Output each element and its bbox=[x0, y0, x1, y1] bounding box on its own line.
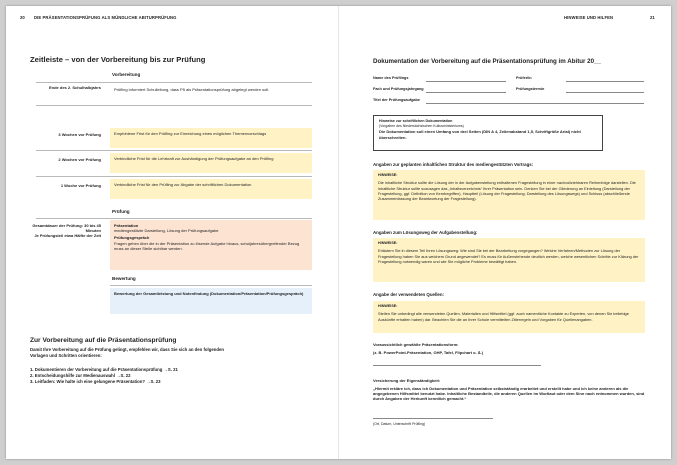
field-name-label: Name des Prüflings bbox=[373, 76, 409, 80]
separator bbox=[36, 105, 312, 106]
row-label-4: 1 Woche vor Prüfung bbox=[60, 183, 101, 188]
note-text: Die Dokumentation soll einen Umfang von drei Seiten (DIN A 4, Zeilenabstand 1,5, Schriftgröße Arial) nicht überschreiten. bbox=[379, 129, 581, 140]
exam-box bbox=[110, 220, 312, 270]
row-label-2: 3 Wochen vor Prüfung bbox=[58, 132, 101, 137]
field-name-line[interactable] bbox=[426, 81, 506, 82]
right-page-number: 21 bbox=[650, 15, 655, 20]
exam-part2-text: Fragen gehen über die in der Präsentation zu lösende Aufgabe hinaus, schuljahresübergreifender Bezug muss an dieser Stelle sichtbar werden. bbox=[114, 240, 300, 251]
solution-hint-box bbox=[373, 238, 645, 282]
note-source: (Vorgaben des Niedersächsischen Kultusministeriums) bbox=[379, 124, 464, 129]
media-title: Voraussichtlich gewählte Präsentationsform: bbox=[373, 342, 459, 347]
declaration-text: „Hiermit erkläre ich, dass ich Dokumentation und Präsentation selbstständig erarbeitet und erstellt habe und ich keine anderen als die angegebenen Hilfsmittel benutzt habe. Inhaltliche Bestandteile, die anderen Quellen im Wortlaut oder dem Sinn nach entnommen wurden, sind durch Angaben der Herkunft kenntlich gemacht.“ bbox=[373, 386, 645, 402]
prep-item-2: 2. Entscheidungshilfe zur Medienauswahl →S. 22 bbox=[30, 373, 131, 378]
field-date-line[interactable] bbox=[566, 92, 644, 93]
solution-title: Angaben zum Lösungsweg der Aufgabenstellung: bbox=[373, 230, 478, 235]
structure-hint-head: HINWEISE: bbox=[378, 173, 398, 177]
sources-hint-box bbox=[373, 301, 645, 333]
note-title: Hinweise zur schriftlichen Dokumentation bbox=[379, 119, 453, 123]
row-text-3: Verbindliche Frist für die Lehrkraft zur Aushändigung der Prüfungsaufgabe an den Prüfling bbox=[110, 153, 312, 173]
solution-hint-head: HINWEISE: bbox=[378, 241, 398, 245]
left-running-title: DIE PRÄSENTATIONSPRÜFUNG ALS MÜNDLICHE ABITURPRÜFUNG bbox=[34, 15, 177, 20]
separator bbox=[36, 150, 312, 151]
left-page-number: 20 bbox=[20, 15, 25, 20]
row-text-2: Empfohlene Frist für den Prüfling zur Einreichung eines möglichen Themenvorschlags bbox=[110, 128, 312, 148]
media-text: (z. B. PowerPoint-Präsentation, OHP, Tafel, Flipchart o. Ä.) bbox=[373, 350, 484, 355]
sources-title: Angabe der verwendeten Quellen: bbox=[373, 292, 444, 297]
documentation-note bbox=[373, 115, 603, 151]
prep-title: Zur Vorbereitung auf die Präsentationsprüfung bbox=[30, 337, 177, 344]
sources-hint-head: HINWEISE: bbox=[378, 304, 398, 308]
field-topic-label: Titel der Prüfungsaufgabe bbox=[373, 98, 420, 102]
exam-duration-label: Gesamtdauer der Prüfung: 30 bis 45 Minuten Je Prüfungsteil etwa Hälfte der Zeit bbox=[32, 223, 101, 238]
solution-hint: Erläutern Sie in diesem Teil Ihren Lösungsweg: Wie sind Sie bei der Bearbeitung vorgegangen? Welche Verfahren/Methoden zur Lösung der Fragestellung haben Sie aus welchem Grund angewendet? Es muss für Außenstehende deutlich werden, welche wesentlichen Schritte zur Klärung der Fragestellung notwendig waren und wie Sie mögliche Probleme bewältigt haben. bbox=[378, 248, 639, 264]
doc-title: Dokumentation der Vorbereitung auf die Präsentationsprüfung im Abitur 20__ bbox=[373, 58, 601, 65]
declaration-title: Versicherung der Eigenständigkeit: bbox=[373, 378, 441, 383]
field-examiner-line[interactable] bbox=[566, 81, 644, 82]
row-label-1: Ende des 2. Schulhalbjahrs bbox=[48, 85, 101, 90]
section-preparation: Vorbereitung bbox=[112, 72, 141, 77]
exam-part2-title: Prüfungsgespräch bbox=[114, 235, 150, 241]
sources-hint: Stellen Sie unbedingt alle verwendeten Quellen, Materialien und Hilfsmittel (ggf. auch namentliche Kontakte zu Experten, von denen Sie beliebige Auskünfte erhalten haben) dar. Beachten Sie die an Ihrer Schule vermittelten Zitierregeln und Vorgaben für Quellenangaben. bbox=[378, 311, 629, 322]
row-text-4: Verbindliche Frist für den Prüfling zur Abgabe der schriftlichen Dokumentation bbox=[110, 179, 312, 199]
row-label-3: 2 Wochen vor Prüfung bbox=[58, 157, 101, 162]
page-gutter bbox=[338, 6, 339, 459]
timeline-title: Zeitleiste – von der Vorbereitung bis zur Prüfung bbox=[30, 55, 206, 64]
row-text-1: Prüfling informiert Schulleitung, dass P5 als Präsentationsprüfung abgelegt werden soll. bbox=[114, 87, 270, 92]
signature-label: (Ort, Datum, Unterschrift Prüfling) bbox=[373, 422, 426, 426]
field-fach-line[interactable] bbox=[426, 92, 506, 93]
field-date-label: Prüfungstermin bbox=[516, 87, 545, 91]
media-input-line[interactable] bbox=[373, 365, 541, 366]
section-exam: Prüfung bbox=[112, 209, 130, 214]
book-spread bbox=[6, 6, 671, 459]
section-assessment: Bewertung bbox=[112, 276, 136, 281]
separator bbox=[110, 285, 312, 286]
prep-item-3: 3. Leitfaden: Wie halte ich eine gelungene Präsentation? →S. 23 bbox=[30, 379, 161, 384]
prep-intro: Damit Ihre Vorbereitung auf die Prüfung gelingt, empfehlen wir, dass Sie sich an den folgenden Vorlagen und Schritten orientieren: bbox=[30, 347, 225, 358]
assessment-box: Bewertung der Gesamtleistung und Notenfindung (Dokumentation/Präsentation/Prüfungsgespräch) bbox=[110, 288, 312, 314]
signature-line[interactable] bbox=[373, 418, 493, 419]
separator bbox=[36, 218, 312, 219]
prep-item-1: 1. Dokumentieren der Vorbereitung auf die Präsentationsprüfung →S. 21 bbox=[30, 367, 178, 372]
structure-hint-box bbox=[373, 170, 645, 220]
field-fach-label: Fach und Prüfungsjahrgang bbox=[373, 87, 424, 91]
separator bbox=[36, 176, 312, 177]
field-topic-line[interactable] bbox=[426, 103, 644, 104]
prep-list bbox=[30, 367, 290, 385]
structure-title: Angaben zur geplanten inhaltlichen Struktur des mediengestützten Vortrags: bbox=[373, 162, 534, 167]
field-examiner-label: Prüfer/in bbox=[516, 76, 532, 80]
separator bbox=[36, 82, 312, 83]
exam-part1-title: Präsentation bbox=[114, 223, 139, 228]
structure-hint: Die inhaltliche Struktur sollte die Lösung der in der Aufgabenstellung enthaltenen Fragestellung in einer nachvollziehbaren Reihenfolge darstellen. Die inhaltliche Struktur sollte sozusagen das „Inhaltsverzeichnis“ Ihrer Präsentation sein. Denken Sie bei der Gliederung an Einleitung (Darstellung der Fragestellung, ggf. Definition von Kernbegriffen), Hauptteil (Lösung der Fragestellung; Darstellung des Lösungswegs) und Schluss (abschließende Zusammenfassung der Beantwortung der Fragestellung). bbox=[378, 180, 636, 202]
exam-part1-text: mediengestützte Darstellung, Lösung der Prüfungsaufgabe bbox=[114, 228, 219, 234]
right-running-title: HINWEISE UND HILFEN bbox=[564, 15, 614, 20]
